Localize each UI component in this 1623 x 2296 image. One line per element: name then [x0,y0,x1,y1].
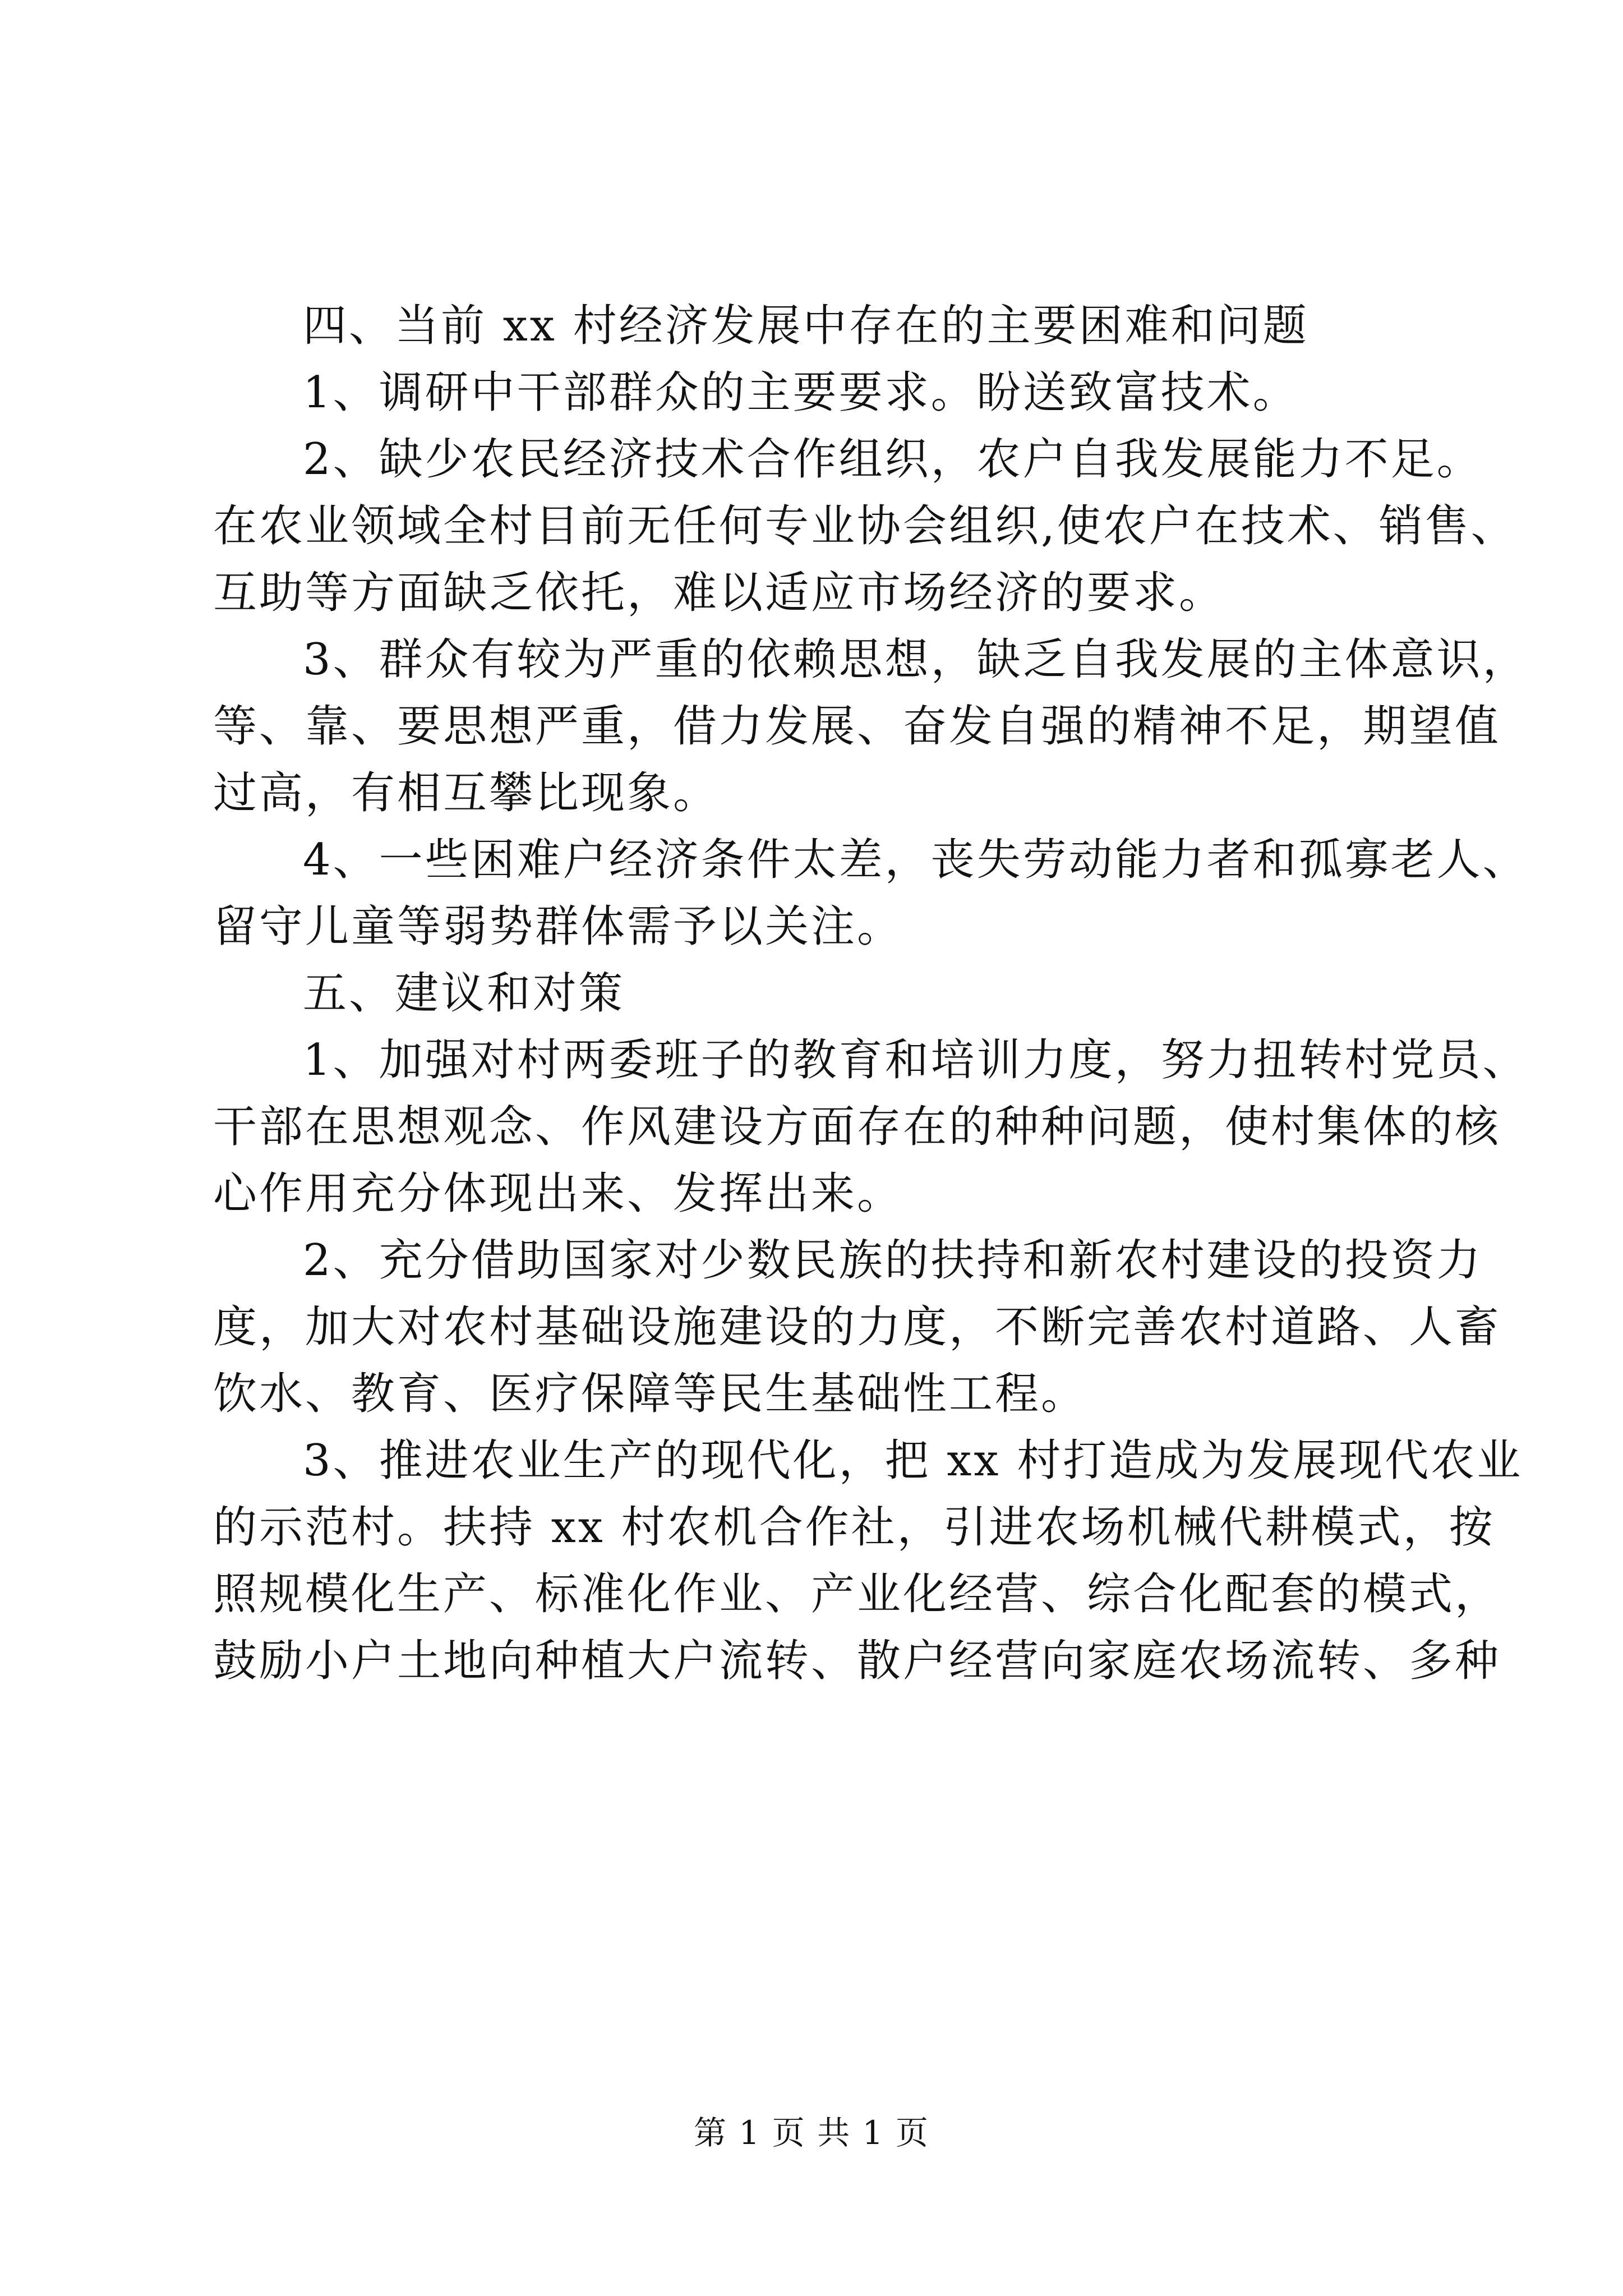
text-line: 4、一些困难户经济条件太差，丧失劳动能力者和孤寡老人、 [303,835,1529,885]
text-line: 鼓励小户土地向种植大户流转、散户经营向家庭农场流转、多种 [213,1636,1501,1686]
text-line: 干部在思想观念、作风建设方面存在的种种问题，使村集体的核 [213,1102,1501,1152]
text-line: 在农业领域全村目前无任何专业协会组织,使农户在技术、销售、 [213,501,1517,551]
document-body [213,293,1529,1695]
text-line: 3、群众有较为严重的依赖思想，缺乏自我发展的主体意识， [303,634,1529,685]
section-heading-5: 五、建议和对策 [303,968,625,1019]
text-line: 2、充分借助国家对少数民族的扶持和新农村建设的投资力 [303,1235,1483,1286]
text-line: 1、调研中干部群众的主要要求。盼送致富技术。 [303,367,1299,418]
text-line: 留守儿童等弱势群体需予以关注。 [213,901,903,952]
text-line: 互助等方面缺乏依托，难以适应市场经济的要求。 [213,568,1225,618]
text-line: 1、加强对村两委班子的教育和培训力度，努力扭转村党员、 [303,1035,1529,1085]
text-line: 的示范村。扶持 xx 村农机合作社，引进农场机械代耕模式，按 [213,1502,1495,1553]
text-line: 心作用充分体现出来、发挥出来。 [213,1168,903,1219]
text-line: 过高，有相互攀比现象。 [213,768,720,818]
text-line: 照规模化生产、标准化作业、产业化经营、综合化配套的模式， [213,1569,1501,1619]
text-line: 2、缺少农民经济技术合作组织，农户自我发展能力不足。 [303,434,1483,485]
text-line: 度，加大对农村基础设施建设的力度，不断完善农村道路、人畜 [213,1302,1501,1352]
section-heading-4: 四、当前 xx 村经济发展中存在的主要困难和问题 [303,301,1309,351]
page-footer: 第 1 页 共 1 页 [694,2114,929,2152]
text-line: 3、推进农业生产的现代化，把 xx 村打造成为发展现代农业 [303,1435,1523,1486]
text-line: 等、靠、要思想严重，借力发展、奋发自强的精神不足，期望值 [213,701,1501,752]
text-line: 饮水、教育、医疗保障等民生基础性工程。 [213,1369,1087,1419]
